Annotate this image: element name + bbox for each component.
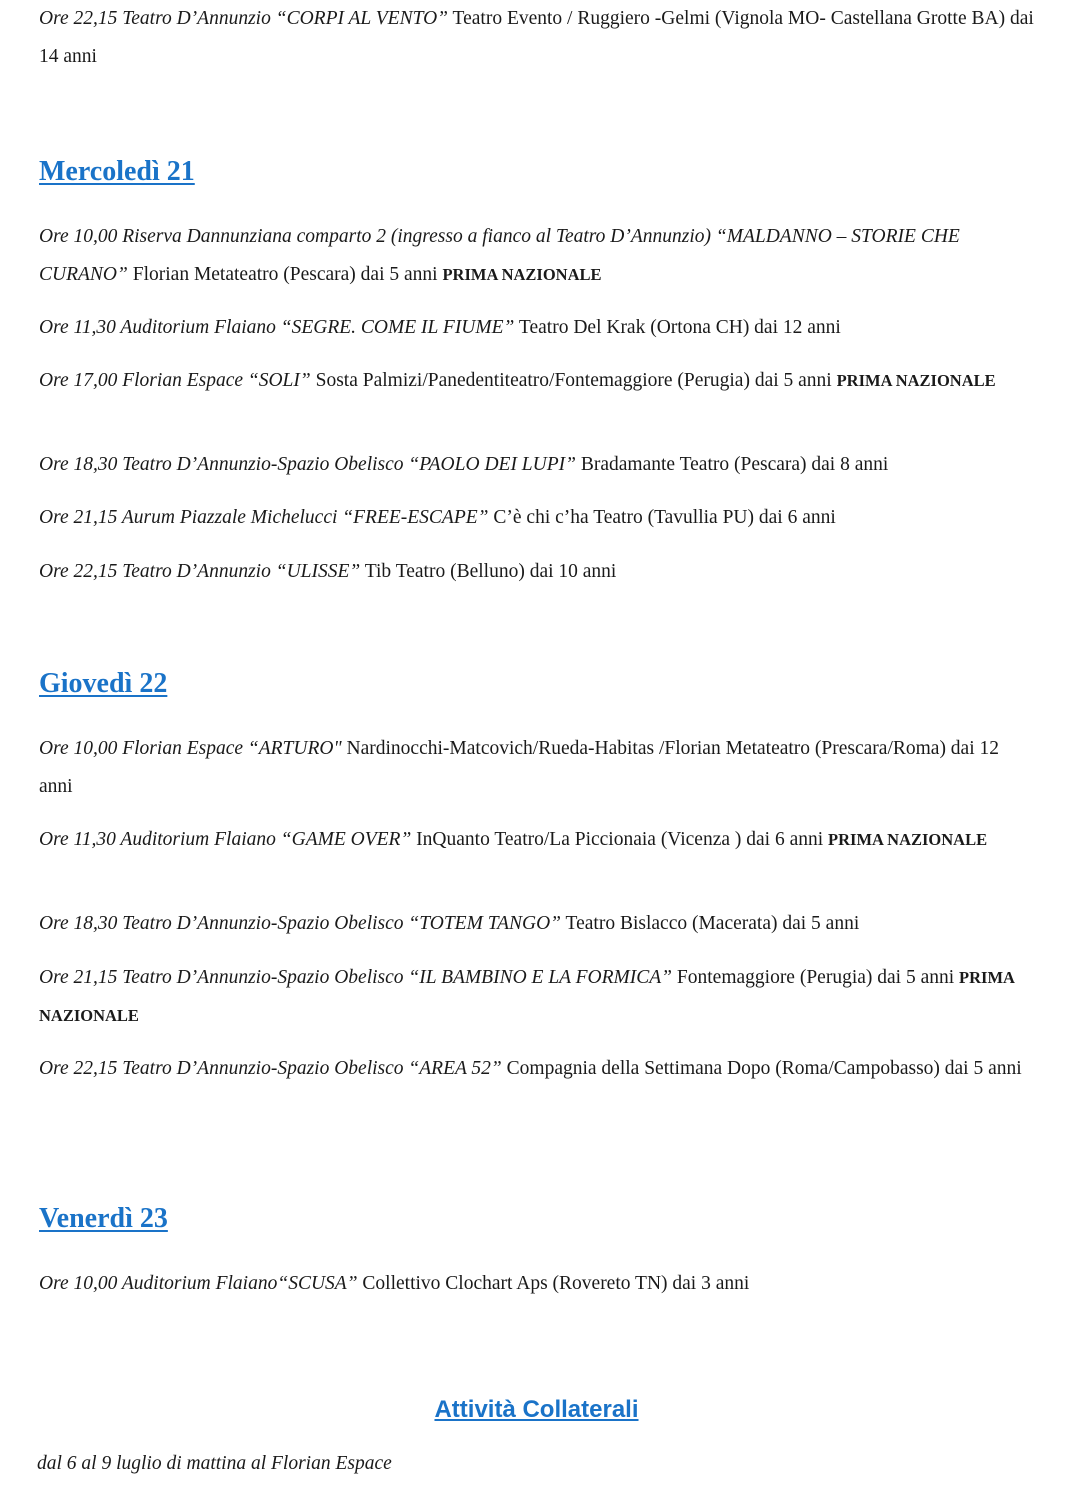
- event-company: C’è chi c’ha Teatro (Tavullia PU) dai 6 anni: [488, 507, 836, 528]
- prima-nazionale-badge: PRIMA NAZIONALE: [39, 968, 1015, 1025]
- collateral-heading: Attività Collaterali: [434, 1396, 639, 1423]
- prima-nazionale-badge: PRIMA NAZIONALE: [836, 371, 996, 390]
- event-time-place: Ore 10,00 Florian Espace: [39, 738, 243, 759]
- event-title: “AREA 52”: [408, 1058, 502, 1079]
- event-title: “MALDANNO – STORIE CHE CURANO”: [39, 226, 960, 285]
- event-title: “ULISSE”: [275, 561, 361, 582]
- event-time-place: Ore 10,00 Auditorium Flaiano: [39, 1273, 278, 1294]
- event-time-place: Ore 21,15 Teatro D’Annunzio-Spazio Obelisco: [39, 967, 404, 988]
- event-segre: [39, 309, 1034, 347]
- event-time-place: Ore 18,30 Teatro D’Annunzio-Spazio Obelisco: [39, 913, 404, 934]
- event-time-place: Ore 18,30 Teatro D’Annunzio-Spazio Obelisco: [39, 454, 404, 475]
- event-title: “SCUSA”: [277, 1273, 358, 1294]
- event-totem-tango: [39, 905, 1034, 943]
- day-heading-venerdi: Venerdì 23: [39, 1203, 168, 1234]
- event-company: Teatro Bislacco (Macerata) dai 5 anni: [561, 913, 860, 934]
- event-corpi-al-vento: [39, 0, 1034, 76]
- event-company: InQuanto Teatro/La Piccionaia (Vicenza ) dai 6 anni: [411, 829, 829, 850]
- event-il-bambino-e-la-formica: [39, 959, 1034, 1035]
- event-area-52: [39, 1050, 1034, 1088]
- prima-nazionale-badge: PRIMA NAZIONALE: [828, 830, 988, 849]
- event-time-place: Ore 22,15 Teatro D’Annunzio-Spazio Obelisco: [39, 1058, 404, 1079]
- event-title: “FREE-ESCAPE”: [342, 507, 489, 528]
- event-company: Florian Metateatro (Pescara) dai 5 anni: [127, 264, 443, 285]
- day-heading-giovedi: Giovedì 22: [39, 668, 168, 699]
- prima-nazionale-badge: PRIMA NAZIONALE: [442, 265, 602, 284]
- event-game-over: [39, 823, 1034, 856]
- event-company: Bradamante Teatro (Pescara) dai 8 anni: [575, 454, 889, 475]
- event-time-place: Ore 21,15 Aurum Piazzale Michelucci: [39, 507, 338, 528]
- event-company: Teatro Del Krak (Ortona CH) dai 12 anni: [514, 317, 841, 338]
- event-company: Compagnia della Settimana Dopo (Roma/Campobasso) dai 5 anni: [501, 1058, 1022, 1079]
- event-free-escape: [39, 499, 1034, 537]
- event-scusa: [39, 1265, 1034, 1303]
- event-time-place: Ore 17,00 Florian Espace: [39, 370, 243, 391]
- event-ulisse: [39, 553, 1034, 591]
- event-company: Tib Teatro (Belluno) dai 10 anni: [360, 561, 617, 582]
- event-title: “TOTEM TANGO”: [408, 913, 562, 934]
- event-time-place: Ore 22,15 Teatro D’Annunzio: [39, 561, 271, 582]
- event-title: “IL BAMBINO E LA FORMICA”: [408, 967, 673, 988]
- event-title: “PAOLO DEI LUPI”: [408, 454, 576, 475]
- day-heading-mercoledi: Mercoledì 21: [39, 156, 195, 187]
- event-title: “ARTURO": [247, 738, 342, 759]
- event-company: Teatro Evento / Ruggiero -Gelmi (Vignola MO- Castellana Grotte BA) dai 14 anni: [39, 8, 1034, 67]
- event-title: “CORPI AL VENTO”: [275, 8, 449, 29]
- event-company: Sosta Palmizi/Panedentiteatro/Fontemaggiore (Perugia) dai 5 anni: [310, 370, 837, 391]
- event-time-place: Ore 11,30 Auditorium Flaiano: [39, 829, 276, 850]
- event-title: “GAME OVER”: [280, 829, 412, 850]
- event-company: Fontemaggiore (Perugia) dai 5 anni: [672, 967, 960, 988]
- event-time-place: Ore 11,30 Auditorium Flaiano: [39, 317, 276, 338]
- collateral-note: dal 6 al 9 luglio di mattina al Florian Espace: [37, 1453, 392, 1474]
- event-soli: [39, 364, 1034, 397]
- event-time-place: Ore 10,00 Riserva Dannunziana comparto 2 (ingresso a fianco al Teatro D’Annunzio): [39, 226, 711, 247]
- event-maldanno: [39, 218, 1034, 294]
- event-arturo: [39, 730, 1034, 806]
- event-title: “SOLI”: [247, 370, 311, 391]
- event-time-place: Ore 22,15 Teatro D’Annunzio: [39, 8, 271, 29]
- event-company: Nardinocchi-Matcovich/Rueda-Habitas /Florian Metateatro (Prescara/Roma) dai 12 anni: [39, 738, 1000, 797]
- event-title: “SEGRE. COME IL FIUME”: [280, 317, 515, 338]
- event-company: Collettivo Clochart Aps (Rovereto TN) dai 3 anni: [357, 1273, 750, 1294]
- event-paolo-dei-lupi: [39, 446, 1034, 484]
